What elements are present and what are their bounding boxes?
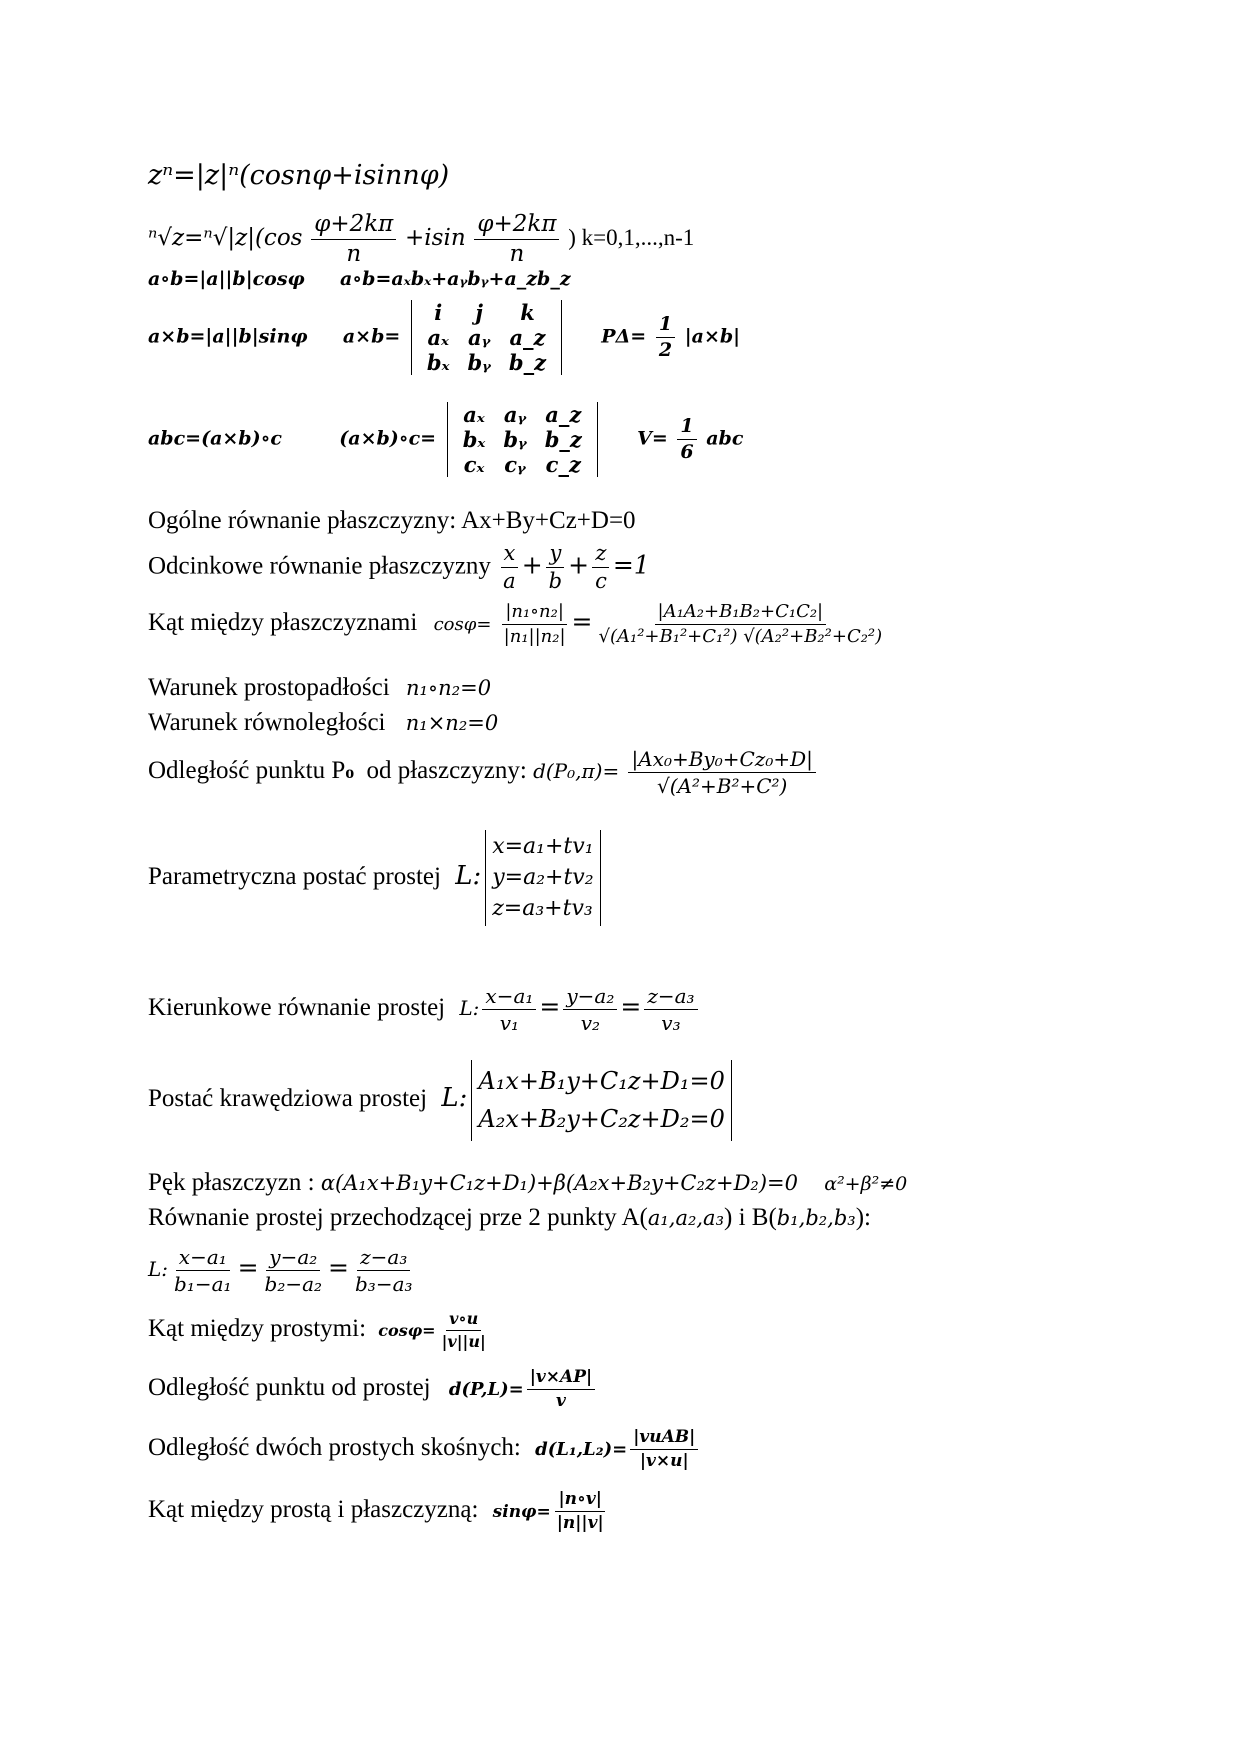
dot-product-formula	[148, 270, 571, 289]
dist-skew-frac	[630, 1428, 698, 1470]
sixth-num: 1	[677, 416, 696, 440]
triple-product-formula	[148, 402, 743, 477]
direction-line: Kierunkowe równanie prostej L: $\frac{\text{x−a₁}}{\text{v₁}}$ = $\frac{\text{y−a₂}}{\text{v₂}}$ = $\frac{\text{z−a₃}}{\text{v₃}}$	[148, 985, 701, 1034]
intercept-y-num: y	[546, 542, 564, 568]
param-L: L:	[455, 860, 482, 891]
root-fraction-sin-num: φ+2kπ	[474, 212, 559, 240]
parallel-condition	[148, 710, 498, 735]
triple-product-determinant	[447, 402, 598, 477]
param-label: Parametryczna postać prostej	[148, 862, 441, 890]
det2-cell: bₓ	[462, 427, 486, 452]
intercept-eq: =1	[612, 550, 650, 580]
dist-skew-num: |vuAB|	[630, 1428, 698, 1450]
det2-cell: bᵧ	[503, 427, 527, 452]
angle-planes-frac1	[501, 602, 569, 647]
root-fraction-cos	[311, 212, 396, 268]
two-points-formula: L: $\frac{\text{x−a₁}}{\text{b₁−a₁}}$ = $\frac{\text{y−a₂}}{\text{b₂−a₂}}$ = $\frac{\text{z−a₃}}{\text{b₃−a₃}}$	[148, 1246, 419, 1295]
two-points-a: a₁,a₂,a₃	[647, 1206, 724, 1230]
root-fraction-sin	[474, 212, 559, 268]
angle-lp-num: |n∘v|	[555, 1490, 604, 1512]
dist-skew-lhs: d(L₁,L₂)=	[535, 1438, 628, 1460]
intercept-z-num: z	[592, 542, 609, 568]
det1-cell: j	[475, 300, 484, 325]
distance-skew-lines	[148, 1428, 701, 1470]
tp-frac-y	[262, 1246, 326, 1295]
det2-cell: aₓ	[463, 402, 485, 427]
root-end: ) k=0,1,...,n-1	[568, 225, 695, 251]
root-fraction-cos-num: φ+2kπ	[311, 212, 396, 240]
dot-product-cos: a∘b=|a||b|cosφ	[148, 268, 305, 290]
det1-cell: bᵧ	[467, 350, 491, 375]
plane-intercept-equation: Odcinkowe równanie płaszczyzny $\frac{x}{a}$ + $\frac{y}{b}$ + $\frac{z}{c}$ =1	[148, 541, 650, 594]
param-system	[485, 830, 600, 926]
half-num: 1	[656, 314, 675, 338]
cross-product-formula	[148, 300, 740, 375]
dist-pp-label: Odległość punktu P	[148, 757, 346, 785]
angle-planes-frac2	[596, 602, 886, 647]
angle-lines-label: Kąt między prostymi:	[148, 1314, 367, 1342]
perpendicular-condition	[148, 675, 491, 700]
root-start: ⁿ√z=ⁿ√|z|(cos	[148, 225, 303, 252]
tp-num: y−a₂	[266, 1246, 320, 1271]
intercept-x	[500, 542, 519, 593]
direction-frac-z	[644, 985, 697, 1034]
dist-pl-lhs: d(P,L)=	[448, 1378, 524, 1400]
angle-lines-frac	[439, 1310, 489, 1350]
dir-num: y−a₂	[563, 985, 617, 1010]
volume-label: V=	[637, 427, 668, 450]
param-row: y=a₂+tv₂	[492, 864, 594, 890]
det1-cell: aᵧ	[468, 325, 491, 350]
dot-product-components: a∘b=aₓbₓ+aᵧbᵧ+a_zb_z	[340, 268, 571, 290]
parametric-line	[148, 830, 601, 926]
direction-frac-x	[482, 985, 536, 1034]
angle-planes-frac2-den: √(A₁²+B₁²+C₁²) √(A₂²+B₂²+C₂²)	[598, 625, 883, 647]
det2-cell: cₓ	[463, 452, 485, 477]
volume-end: abc	[706, 427, 744, 450]
edge-system	[471, 1060, 732, 1141]
tp-den: b₃−a₃	[355, 1272, 413, 1296]
dir-num: z−a₃	[644, 985, 697, 1010]
angle-lp-lhs: sinφ=	[492, 1501, 551, 1522]
distance-point-line	[148, 1368, 598, 1410]
dist-skew-den: |v×u|	[639, 1450, 689, 1471]
triangle-area-label: PΔ=	[601, 325, 647, 348]
angle-planes-label: Kąt między płaszczyznami	[148, 609, 418, 637]
tp-den: b₂−a₂	[264, 1272, 323, 1296]
det1-cell: k	[520, 300, 535, 325]
intercept-x-num: x	[501, 542, 519, 568]
dist-pp-sub: o	[345, 762, 355, 783]
dist-pl-frac	[527, 1368, 595, 1410]
complex-root-formula	[148, 212, 694, 268]
two-points-line	[148, 1205, 871, 1230]
tp-frac-x	[171, 1246, 235, 1295]
pencil-cond: α²+β²≠0	[824, 1173, 908, 1195]
edge-L: L:	[441, 1083, 468, 1114]
dir-num: x−a₁	[482, 985, 536, 1010]
angle-planes-frac2-num: |A₁A₂+B₁B₂+C₁C₂|	[655, 602, 827, 625]
direction-label: Kierunkowe równanie prostej	[148, 994, 446, 1022]
dist-pp-num: |Ax₀+By₀+Cz₀+D|	[628, 748, 815, 773]
two-points-mid: ) i B(	[724, 1204, 777, 1231]
distance-point-plane	[148, 748, 819, 797]
det2-cell: cᵧ	[504, 452, 526, 477]
dist-pl-num: |v×AP|	[527, 1368, 595, 1390]
det1-cell: i	[434, 300, 443, 325]
angle-lines-lhs: cosφ=	[378, 1320, 436, 1340]
angle-lp-label: Kąt między prostą i płaszczyzną:	[148, 1495, 479, 1523]
angle-line-plane	[148, 1490, 610, 1532]
edge-row: A₁x+B₁y+C₁z+D₁=0	[478, 1067, 725, 1095]
triangle-area-end: |a×b|	[684, 325, 741, 348]
intercept-y	[546, 542, 565, 593]
cross-product-determinant	[411, 300, 562, 375]
direction-L: L:	[459, 996, 480, 1021]
dir-den: v₂	[580, 1011, 601, 1035]
det1-cell: bₓ	[426, 350, 450, 375]
angle-planes-equation: Kąt między płaszczyznami cosφ= $\frac{\text{|n₁∘n₂|}}{\text{|n₁||n₂|}}$ = $\frac{\text{|A₁A₂+B₁B₂+C₁C₂|}}{\text{√(A₁²+B₁²+C₁²) √(A₂²+B₂²+C₂²)}}$	[148, 602, 888, 647]
dir-den: v₃	[661, 1011, 681, 1035]
plane-intercept-label: Odcinkowe równanie płaszczyzny	[148, 552, 491, 580]
plane-general-equation: Ogólne równanie płaszczyzny: Ax+By+Cz+D=0	[148, 507, 636, 534]
dist-pp-den: √(A²+B²+C²)	[657, 774, 788, 798]
complex-power-formula	[148, 162, 449, 189]
cross-product-det-label: a×b=	[342, 325, 401, 348]
pencil-label: Pęk płaszczyzn :	[148, 1169, 315, 1196]
dist-pp-label2: od płaszczyzny:	[366, 757, 527, 785]
dist-skew-label: Odległość dwóch prostych skośnych:	[148, 1433, 521, 1461]
param-row: z=a₃+tv₃	[492, 895, 593, 921]
root-fraction-sin-den: n	[509, 241, 525, 268]
edge-row: A₂x+B₂y+C₂z+D₂=0	[478, 1105, 725, 1134]
sixth-den: 6	[680, 441, 694, 463]
dist-pp-frac	[628, 748, 815, 797]
parallel-label: Warunek równoległości	[148, 709, 386, 736]
two-points-b: b₁,b₂,b₃	[776, 1206, 856, 1230]
angle-lp-frac	[554, 1490, 607, 1532]
parallel-formula: n₁×n₂=0	[405, 711, 499, 735]
tp-num: x−a₁	[176, 1246, 230, 1271]
two-points-label: Równanie prostej przechodzącej prze 2 punkty A(	[148, 1204, 648, 1231]
intercept-z	[592, 542, 610, 593]
tp-frac-z	[352, 1246, 416, 1295]
dist-pl-den: v	[555, 1390, 566, 1411]
dir-den: v₁	[499, 1011, 520, 1035]
two-points-end: ):	[855, 1204, 871, 1231]
angle-lines-num: v∘u	[446, 1310, 481, 1331]
volume-sixth	[677, 416, 696, 463]
det1-cell: aₓ	[427, 325, 449, 350]
det1-cell: b_z	[508, 350, 547, 375]
intercept-y-den: b	[548, 569, 563, 594]
tp-den: b₁−a₁	[174, 1272, 232, 1296]
tp-num: z−a₃	[357, 1246, 410, 1271]
perp-label: Warunek prostopadłości	[148, 674, 390, 701]
cross-product-sin: a×b=|a||b|sinφ	[148, 325, 308, 348]
root-fraction-cos-den: n	[346, 241, 362, 268]
dist-pp-lhs: d(P₀,π)=	[533, 759, 620, 784]
edge-label: Postać krawędziowa prostej	[148, 1085, 428, 1113]
det2-cell: c_z	[545, 452, 581, 477]
half-den: 2	[658, 339, 673, 361]
intercept-x-den: a	[503, 569, 516, 594]
intercept-z-den: c	[595, 569, 607, 594]
det1-cell: a_z	[509, 325, 546, 350]
triple-product-def: abc=(a×b)∘c	[148, 427, 283, 450]
perp-formula: n₁∘n₂=0	[405, 676, 492, 700]
det2-cell: aᵧ	[503, 402, 527, 427]
direction-frac-y	[563, 985, 617, 1034]
angle-planes-cos: cosφ=	[433, 614, 492, 636]
param-row: x=a₁+tv₁	[492, 834, 594, 859]
complex-power-text: zⁿ=|z|ⁿ(cosnφ+isinnφ)	[148, 160, 450, 191]
angle-planes-frac1-num: |n₁∘n₂|	[502, 602, 567, 625]
pencil-formula: α(A₁x+B₁y+C₁z+D₁)+β(A₂x+B₂y+C₂z+D₂)=0	[320, 1171, 798, 1195]
det2-cell: a_z	[545, 402, 582, 427]
det2-cell: b_z	[544, 427, 582, 452]
angle-lines	[148, 1310, 492, 1350]
angle-lp-den: |n||v|	[556, 1512, 604, 1533]
root-isin: +isin	[405, 225, 466, 252]
angle-lines-den: |v||u|	[441, 1331, 486, 1351]
triple-product-det-label: (a×b)∘c=	[339, 427, 437, 450]
edge-line	[148, 1060, 732, 1141]
pencil-of-planes	[148, 1170, 907, 1195]
two-points-L: L:	[148, 1257, 169, 1282]
triangle-area-half	[656, 314, 675, 361]
dist-pl-label: Odległość punktu od prostej	[148, 1373, 431, 1401]
angle-planes-frac1-den: |n₁||n₂|	[503, 625, 566, 647]
